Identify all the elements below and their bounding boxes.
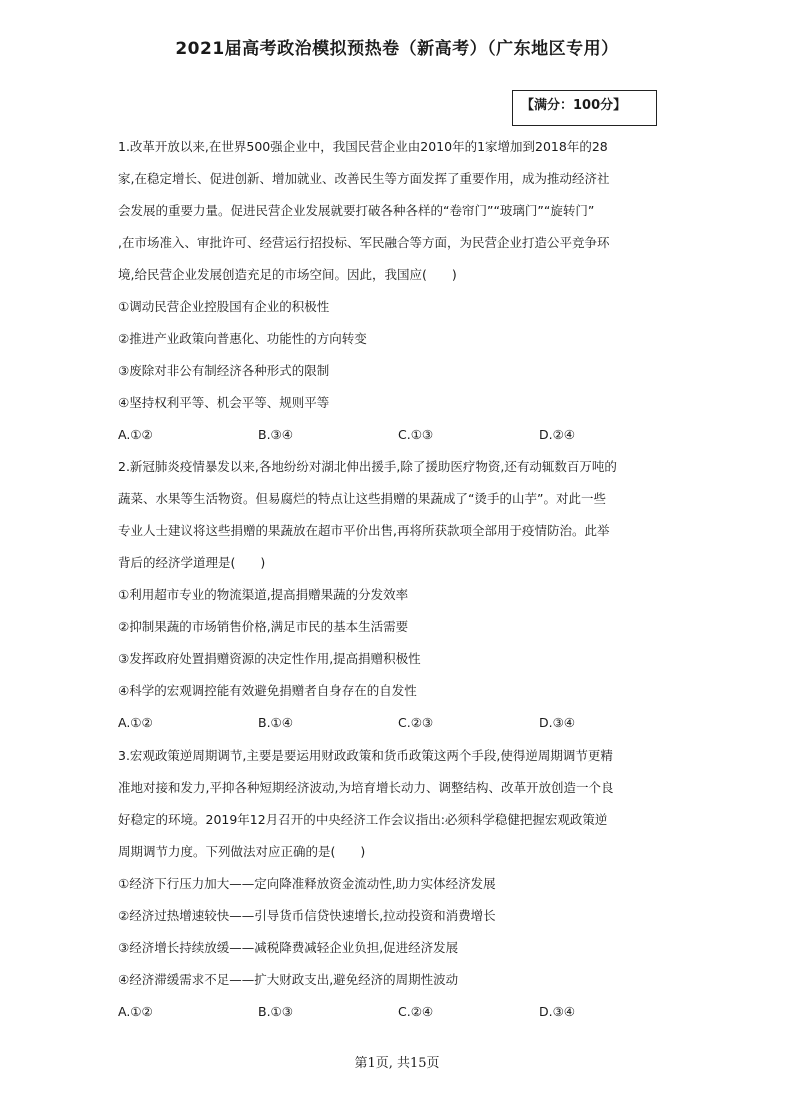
question-3-options — [118, 996, 678, 1028]
question-2-options — [118, 707, 678, 739]
question-3-option-b[interactable]: B.①③ — [258, 1004, 293, 1019]
question-1-line-5: 境,给民营企业发展创造充足的市场空间。因此，我国应( ) — [118, 267, 457, 282]
question-3-option-a[interactable]: A.①② — [118, 1004, 153, 1019]
page-number: 第1页, 共15页 — [354, 1056, 440, 1071]
question-2-line-2: 蔬菜、水果等生活物资。但易腐烂的特点让这些捐赠的果蔬成了“烫手的山芋”。对此一些 — [118, 491, 606, 506]
question-1-option-d[interactable]: D.②④ — [539, 427, 576, 442]
question-2-statement-1: ①利用超市专业的物流渠道,提高捐赠果蔬的分发效率 — [118, 587, 409, 602]
question-2-statement-4: ④科学的宏观调控能有效避免捐赠者自身存在的自发性 — [118, 683, 417, 698]
question-2-statement-3: ③发挥政府处置捐赠资源的决定性作用,提高捐赠积极性 — [118, 651, 421, 666]
question-1-option-c[interactable]: C.①③ — [398, 427, 434, 442]
full-score-label: 【满分：100分】 — [521, 98, 627, 113]
question-1-statement-1: ①调动民营企业控股国有企业的积极性 — [118, 299, 330, 314]
question-3-line-3: 好稳定的环境。2019年12月召开的中央经济工作会议指出:必须科学稳健把握宏观政策逆 — [118, 812, 608, 827]
question-1-line-1: 1.改革开放以来,在世界500强企业中，我国民营企业由2010年的1家增加到2018年的28 — [118, 139, 608, 154]
question-2-line-3: 专业人士建议将这些捐赠的果蔬放在超市平价出售,再将所获款项全部用于疫情防治。此举 — [118, 523, 610, 538]
question-1-line-3: 会发展的重要力量。促进民营企业发展就要打破各种各样的“卷帘门”“玻璃门”“旋转门” — [118, 203, 595, 218]
question-1-option-b[interactable]: B.③④ — [258, 427, 293, 442]
question-3-option-d[interactable]: D.③④ — [539, 1004, 576, 1019]
question-3-statement-2: ②经济过热增速较快——引导货币信贷快速增长,拉动投资和消费增长 — [118, 908, 496, 923]
question-1-options — [118, 419, 678, 451]
question-2-option-a[interactable]: A.①② — [118, 715, 153, 730]
question-2-line-1: 2.新冠肺炎疫情暴发以来,各地纷纷对湖北伸出援手,除了援助医疗物资,还有动辄数百万吨的 — [118, 459, 617, 474]
question-3-statement-3: ③经济增长持续放缓——减税降费减轻企业负担,促进经济发展 — [118, 940, 459, 955]
question-2 — [118, 451, 678, 739]
question-1-line-2: 家,在稳定增长、促进创新、增加就业、改善民生等方面发挥了重要作用，成为推动经济社 — [118, 171, 610, 186]
question-1-line-4: ,在市场准入、审批许可、经营运行招投标、军民融合等方面，为民营企业打造公平竞争环 — [118, 235, 610, 250]
question-1-option-a[interactable]: A.①② — [118, 427, 153, 442]
question-3-line-2: 准地对接和发力,平抑各种短期经济波动,为培育增长动力、调整结构、改革开放创造一个良 — [118, 780, 614, 795]
question-2-line-4: 背后的经济学道理是( ) — [118, 555, 266, 570]
question-3-statement-1: ①经济下行压力加大——定向降准释放资金流动性,助力实体经济发展 — [118, 876, 496, 891]
score-box — [512, 90, 657, 126]
question-1-statement-2: ②推进产业政策向普惠化、功能性的方向转变 — [118, 331, 367, 346]
question-2-option-c[interactable]: C.②③ — [398, 715, 434, 730]
question-3-line-1: 3.宏观政策逆周期调节,主要是要运用财政政策和货币政策这两个手段,使得逆周期调节更精 — [118, 748, 613, 763]
question-1 — [118, 131, 678, 451]
exam-title: 2021届高考政治模拟预热卷（新高考）（广东地区专用） — [175, 39, 619, 59]
question-2-statement-2: ②抑制果蔬的市场销售价格,满足市民的基本生活需要 — [118, 619, 409, 634]
question-3-line-4: 周期调节力度。下列做法对应正确的是( ) — [118, 844, 366, 859]
question-1-statement-3: ③废除对非公有制经济各种形式的限制 — [118, 363, 330, 378]
question-3-option-c[interactable]: C.②④ — [398, 1004, 434, 1019]
question-1-statement-4: ④坚持权利平等、机会平等、规则平等 — [118, 395, 330, 410]
question-2-option-b[interactable]: B.①④ — [258, 715, 293, 730]
question-2-option-d[interactable]: D.③④ — [539, 715, 576, 730]
question-3-statement-4: ④经济滞缓需求不足——扩大财政支出,避免经济的周期性波动 — [118, 972, 459, 987]
question-3 — [118, 740, 678, 1028]
